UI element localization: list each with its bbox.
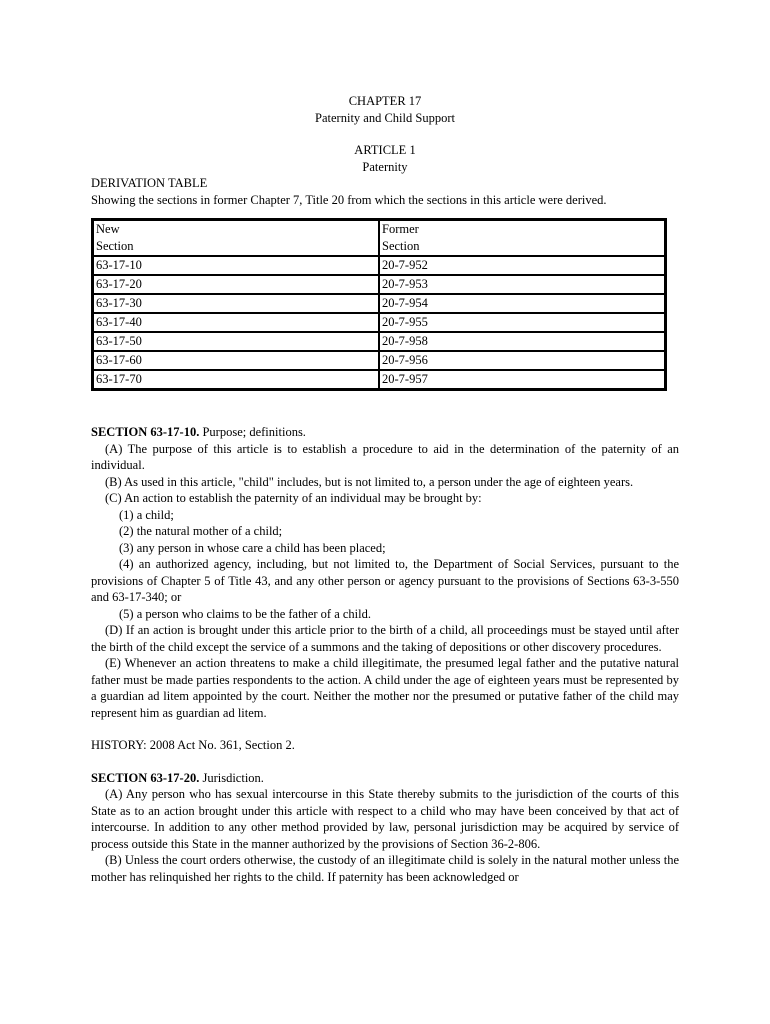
- new-section-cell: 63-17-30: [93, 294, 379, 313]
- derivation-table-description: Showing the sections in former Chapter 7, Title 20 from which the sections in this article were derived.: [91, 192, 607, 207]
- table-row: [93, 275, 665, 294]
- section-number: SECTION 63-17-10.: [91, 425, 200, 439]
- paragraph-a: (A) Any person who has sexual intercourse in this State thereby submits to the jurisdiction of the courts of this State as to an action brought under this article with respect to a child who may have been conceived by that act of intercourse. In addition to any other method provided by law, personal jurisdiction may be acquired by service of process outside this State in the manner authorized by the provisions of Section 36-2-806.: [91, 787, 679, 851]
- former-section-cell: 20-7-954: [379, 294, 665, 313]
- section-title: Jurisdiction.: [199, 770, 264, 785]
- former-section-cell: 20-7-956: [379, 351, 665, 370]
- chapter-title: Paternity and Child Support: [315, 110, 455, 125]
- article-heading: ARTICLE 1: [354, 143, 416, 157]
- table-row: [93, 313, 665, 332]
- history-note: HISTORY: 2008 Act No. 361, Section 2.: [91, 738, 295, 752]
- table-row: [93, 370, 665, 389]
- former-section-cell: 20-7-957: [379, 370, 665, 389]
- header-new-section: New Section: [93, 220, 379, 256]
- paragraph-e: (E) Whenever an action threatens to make a child illegitimate, the presumed legal father and the putative natural father must be made parties respondents to the action. A child under the age of eighteen years must be represented by a guardian ad litem appointed by the court. Neither the mother nor the presumed or putative father of the child may represent him as guardian ad litem.: [91, 656, 679, 720]
- former-section-cell: 20-7-953: [379, 275, 665, 294]
- derivation-table: [91, 218, 667, 391]
- paragraph-c-2: (2) the natural mother of a child;: [119, 524, 283, 538]
- article-title: Paternity: [362, 159, 408, 174]
- new-section-cell: 63-17-10: [93, 256, 379, 275]
- paragraph-c-4: (4) an authorized agency, including, but not limited to, the Department of Social Services, pursuant to the provisions of Chapter 5 of Title 43, and any other person or agency pursuant to the provisions of Sections 63-3-550 and 63-17-340; or: [91, 557, 679, 604]
- paragraph-c-5: (5) a person who claims to be the father of a child.: [119, 606, 371, 621]
- table-row: [93, 294, 665, 313]
- section-number: SECTION 63-17-20.: [91, 770, 200, 785]
- former-section-cell: 20-7-958: [379, 332, 665, 351]
- former-section-cell: 20-7-952: [379, 256, 665, 275]
- new-section-cell: 63-17-40: [93, 313, 379, 332]
- section-title: Purpose; definitions.: [199, 425, 306, 439]
- chapter-heading: CHAPTER 17: [348, 94, 422, 108]
- paragraph-a: (A) The purpose of this article is to establish a procedure to aid in the determination of the paternity of an individual.: [91, 441, 679, 472]
- paragraph-c: (C) An action to establish the paternity of an individual may be brought by:: [105, 491, 482, 505]
- table-row: [93, 351, 665, 370]
- new-section-cell: 63-17-70: [93, 370, 379, 389]
- new-section-cell: 63-17-60: [93, 351, 379, 370]
- section-63-17-20-heading: [91, 770, 679, 787]
- document-content: [91, 93, 679, 885]
- paragraph-b: (B) Unless the court orders otherwise, the custody of an illegitimate child is solely in the natural mother unless the mother has relinquished her rights to the child. If paternity has been acknowledged or: [91, 853, 679, 884]
- paragraph-b: (B) As used in this article, "child" includes, but is not limited to, a person under the age of eighteen years.: [105, 474, 634, 489]
- table-header-row: [93, 220, 665, 256]
- section-63-17-10-heading: [91, 424, 679, 441]
- paragraph-c-3: (3) any person in whose care a child has been placed;: [119, 540, 386, 555]
- new-section-cell: 63-17-50: [93, 332, 379, 351]
- former-section-cell: 20-7-955: [379, 313, 665, 332]
- paragraph-c-1: (1) a child;: [119, 507, 174, 522]
- new-section-cell: 63-17-20: [93, 275, 379, 294]
- table-row: [93, 332, 665, 351]
- paragraph-d: (D) If an action is brought under this article prior to the birth of a child, all proceedings must be stayed until after the birth of the child except the service of a summons and the taking of depositions or other discovery procedures.: [91, 623, 679, 654]
- table-row: [93, 256, 665, 275]
- derivation-table-title: DERIVATION TABLE: [91, 176, 208, 190]
- header-former-section: Former Section: [379, 220, 665, 256]
